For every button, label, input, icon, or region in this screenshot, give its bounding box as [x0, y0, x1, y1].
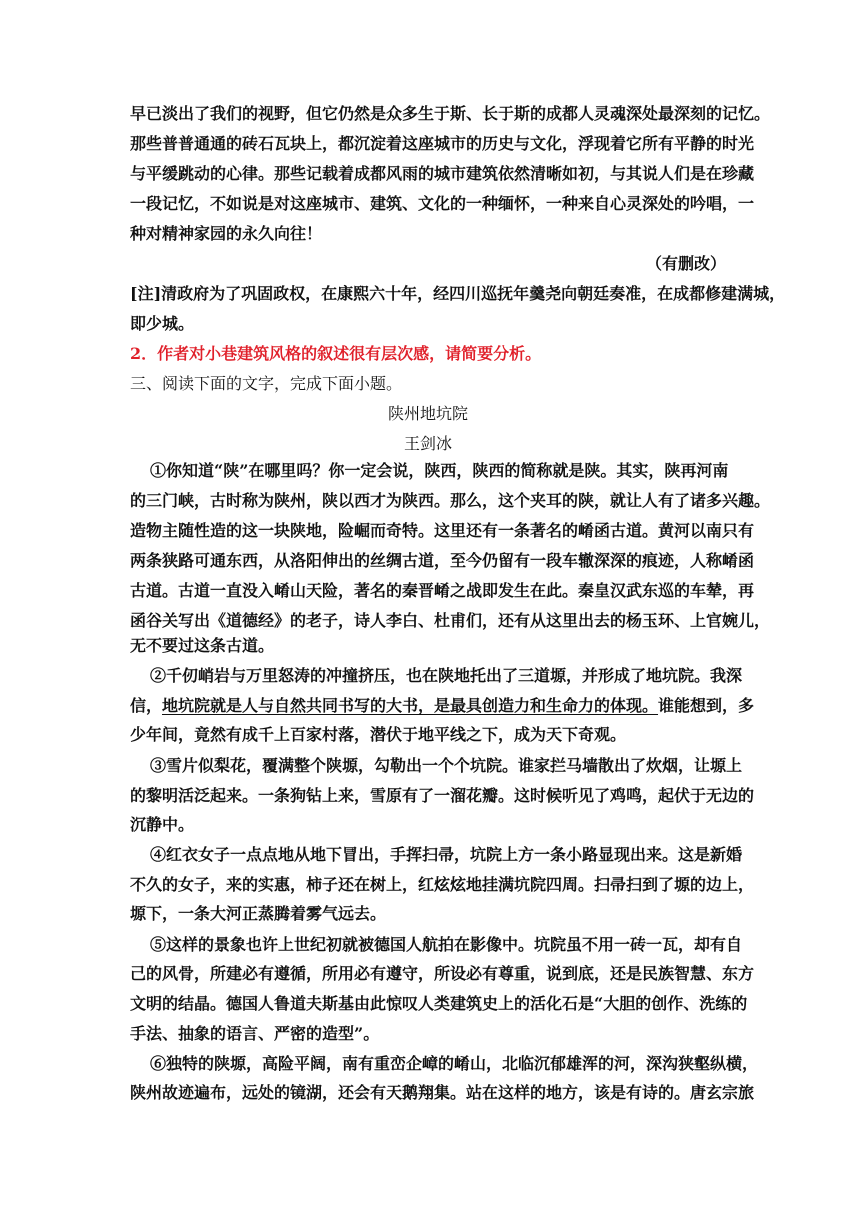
source-note: （有删改） — [645, 254, 726, 273]
paragraph-line: 文明的结晶。德国人鲁道夫斯基由此惊叹人类建筑史上的活化石是“大胆的创作、洗练的 — [130, 994, 748, 1013]
section-heading: 三、阅读下面的文字，完成下面小题。 — [130, 374, 403, 393]
underlined-sentence: 地坑院就是人与自然共同书写的大书，是最具创造力和生命力的体现。 — [162, 696, 659, 715]
paragraph-line: 函谷关写出《道德经》的老子，诗人李白、杜甫们，还有从这里出去的杨玉环、上官婉儿， — [130, 611, 771, 630]
essay-line: 那些普普通通的砖石瓦块上，都沉淀着这座城市的历史与文化，浮现着它所有平静的时光 — [130, 134, 755, 153]
paragraph-line: ④红衣女子一点点地从地下冒出，手挥扫帚，坑院上方一条小路显现出来。这是新婚 — [150, 845, 743, 864]
paragraph-line: ③雪片似梨花，覆满整个陕塬，勾勒出一个个坑院。谁家拦马墙散出了炊烟，让塬上 — [150, 756, 743, 775]
annotation-line: [注]清政府为了巩固政权，在康熙六十年，经四川巡抚年羹尧向朝廷奏准，在成都修建满城， — [130, 284, 786, 303]
paragraph-line: ①你知道“陕”在哪里吗？你一定会说，陕西，陕西的简称就是陕。其实，陕再河南 — [150, 461, 729, 480]
paragraph-line: ⑥独特的陕塬，高险平阔，南有重峦企嶂的崤山，北临沉郁雄浑的河，深沟狭壑纵横， — [150, 1054, 759, 1073]
annotation-line: 即少城。 — [130, 314, 195, 333]
paragraph-text: 信， — [130, 696, 163, 715]
paragraph-line: 己的风骨，所建必有遵循，所用必有遵守，所设必有尊重，说到底，还是民族智慧、东方 — [130, 964, 755, 983]
paragraph-line: 手法、抽象的语言、严密的造型”。 — [130, 1024, 380, 1043]
paragraph-line: 塬下，一条大河正蒸腾着雾气远去。 — [130, 904, 387, 923]
paragraph-line: 沉静中。 — [130, 815, 195, 834]
essay-line: 种对精神家园的永久向往！ — [130, 224, 323, 243]
paragraph-line: 的黎明活泛起来。一条狗钻上来，雪原有了一溜花瓣。这时候听见了鸡鸣，起伏于无边的 — [130, 786, 755, 805]
essay-line: 一段记忆，不如说是对这座城市、建筑、文化的一种缅怀，一种来自心灵深处的吟唱，一 — [130, 194, 755, 213]
paragraph-line: 不久的女子，来的实惠，柿子还在树上，红炫炫地挂满坑院四周。扫帚扫到了塬的边上， — [130, 875, 755, 894]
essay-line: 早已淡出了我们的视野，但它仍然是众多生于斯、长于斯的成都人灵魂深处最深刻的记忆。 — [130, 104, 771, 123]
paragraph-line: 古道。古道一直没入崤山天险，著名的秦晋崤之战即发生在此。秦皇汉武东巡的车辇，再 — [130, 581, 755, 600]
paragraph-line: ②千仞峭岩与万里怒涛的冲撞挤压，也在陕地托出了三道塬，并形成了地坑院。我深 — [150, 666, 743, 685]
article-title: 陕州地坑院 — [387, 404, 468, 423]
paragraph-line: 造物主随性造的这一块陕地，险崛而奇特。这里还有一条著名的崤函古道。黄河以南只有 — [130, 521, 755, 540]
paragraph-line: 陕州故迹遍布，远处的镜湖，还会有天鹅翔集。站在这样的地方，该是有诗的。唐玄宗旅 — [130, 1083, 755, 1102]
paragraph-line: 少年间，竟然有成千上百家村落，潜伏于地平线之下，成为天下奇观。 — [130, 725, 627, 744]
paragraph-line: ⑤这样的景象也许上世纪初就被德国人航拍在影像中。坑院虽不用一砖一瓦，却有自 — [150, 935, 743, 954]
essay-line: 与平缓跳动的心律。那些记载着成都风雨的城市建筑依然清晰如初，与其说人们是在珍藏 — [130, 164, 755, 183]
article-author: 王剑冰 — [403, 434, 452, 453]
paragraph-line: 无不要过这条古道。 — [130, 636, 275, 655]
paragraph-line: 的三门峡，古时称为陕州，陕以西才为陕西。那么，这个夹耳的陕，就让人有了诸多兴趣。 — [130, 491, 771, 510]
paragraph-line — [130, 696, 755, 716]
paragraph-text: 谁能想到，多 — [658, 696, 755, 715]
question-2: 2．作者对小巷建筑风格的叙述很有层次感，请简要分析。 — [130, 344, 542, 363]
paragraph-line: 两条狭路可通东西，从洛阳伸出的丝绸古道，至今仍留有一段车辙深深的痕迹，人称崤函 — [130, 551, 755, 570]
